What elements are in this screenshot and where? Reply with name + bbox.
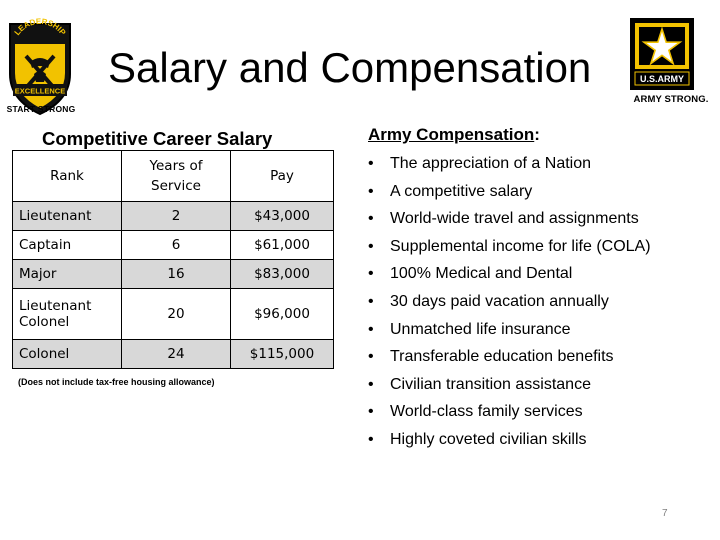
list-item-text: The appreciation of a Nation (390, 155, 592, 172)
table-row (13, 289, 334, 340)
list-item-text: Supplemental income for life (COLA) (390, 237, 651, 255)
compensation-heading-text: Army Compensation (368, 125, 535, 144)
rotc-top-text: LEADERSHIP (12, 16, 68, 38)
list-item-text: Highly coveted civilian skills (390, 430, 587, 448)
pay-cell: $61,000 (231, 231, 334, 260)
army-tagline: ARMY STRONG. (633, 94, 709, 105)
compensation-heading-colon: : (534, 125, 540, 144)
bullet-icon: • (368, 237, 374, 255)
years-cell: 6 (122, 231, 231, 260)
header-pay: Pay (231, 151, 334, 202)
list-item-text: 100% Medical and Dental (390, 265, 573, 283)
us-army-logo (630, 18, 694, 90)
pay-cell: $96,000 (231, 289, 334, 340)
pay-cell: $83,000 (231, 260, 334, 289)
bullet-icon: • (368, 320, 374, 338)
list-item (368, 373, 651, 401)
salary-table (12, 150, 334, 369)
table-row (13, 202, 334, 231)
list-item (368, 290, 651, 318)
rank-cell: Captain (13, 231, 122, 260)
years-cell: 24 (122, 340, 231, 369)
list-item-text: Transferable education benefits (390, 348, 614, 366)
list-item (368, 152, 651, 180)
table-row (13, 260, 334, 289)
bullet-icon: • (368, 155, 374, 172)
page-title: Salary and Compensation (108, 44, 592, 91)
list-item (368, 207, 651, 235)
header-years-of-service: Years of Service (122, 151, 231, 202)
list-item-text: 30 days paid vacation annually (390, 292, 609, 310)
bullet-icon: • (368, 210, 374, 228)
list-item (368, 345, 651, 373)
bullet-icon: • (368, 375, 374, 393)
page-number: 7 (662, 508, 668, 519)
bullet-icon: • (368, 182, 374, 200)
list-item (368, 400, 651, 428)
list-item (368, 428, 651, 456)
compensation-list (368, 152, 651, 456)
list-item-text: World-class family services (390, 403, 583, 421)
list-item (368, 262, 651, 290)
list-item (368, 235, 651, 263)
table-footnote: (Does not include tax-free housing allowance) (18, 377, 215, 387)
bullet-icon: • (368, 403, 374, 421)
bullet-icon: • (368, 265, 374, 283)
rank-cell: Colonel (13, 340, 122, 369)
bullet-icon: • (368, 430, 374, 448)
rank-cell: Major (13, 260, 122, 289)
bullet-icon: • (368, 348, 374, 366)
list-item (368, 318, 651, 346)
rank-cell: Lieutenant Colonel (13, 289, 122, 340)
bullet-icon: • (368, 292, 374, 310)
list-item (368, 180, 651, 208)
header-rank: Rank (13, 151, 122, 202)
list-item-text: World-wide travel and assignments (390, 210, 639, 228)
years-cell: 16 (122, 260, 231, 289)
table-row (13, 231, 334, 260)
pay-cell: $115,000 (231, 340, 334, 369)
list-item-text: Unmatched life insurance (390, 320, 571, 338)
rotc-tagline: START STRONG (6, 104, 76, 114)
army-plate-text: U.S.ARMY (639, 74, 685, 84)
years-cell: 20 (122, 289, 231, 340)
compensation-heading (368, 125, 540, 145)
pay-cell: $43,000 (231, 202, 334, 231)
list-item-text: A competitive salary (390, 182, 533, 200)
table-row (13, 340, 334, 369)
table-heading: Competitive Career Salary (42, 128, 273, 149)
years-cell: 2 (122, 202, 231, 231)
rank-cell: Lieutenant (13, 202, 122, 231)
list-item-text: Civilian transition assistance (390, 375, 591, 393)
rotc-bottom-text: EXCELLENCE (14, 86, 66, 96)
table-header-row (13, 151, 334, 202)
